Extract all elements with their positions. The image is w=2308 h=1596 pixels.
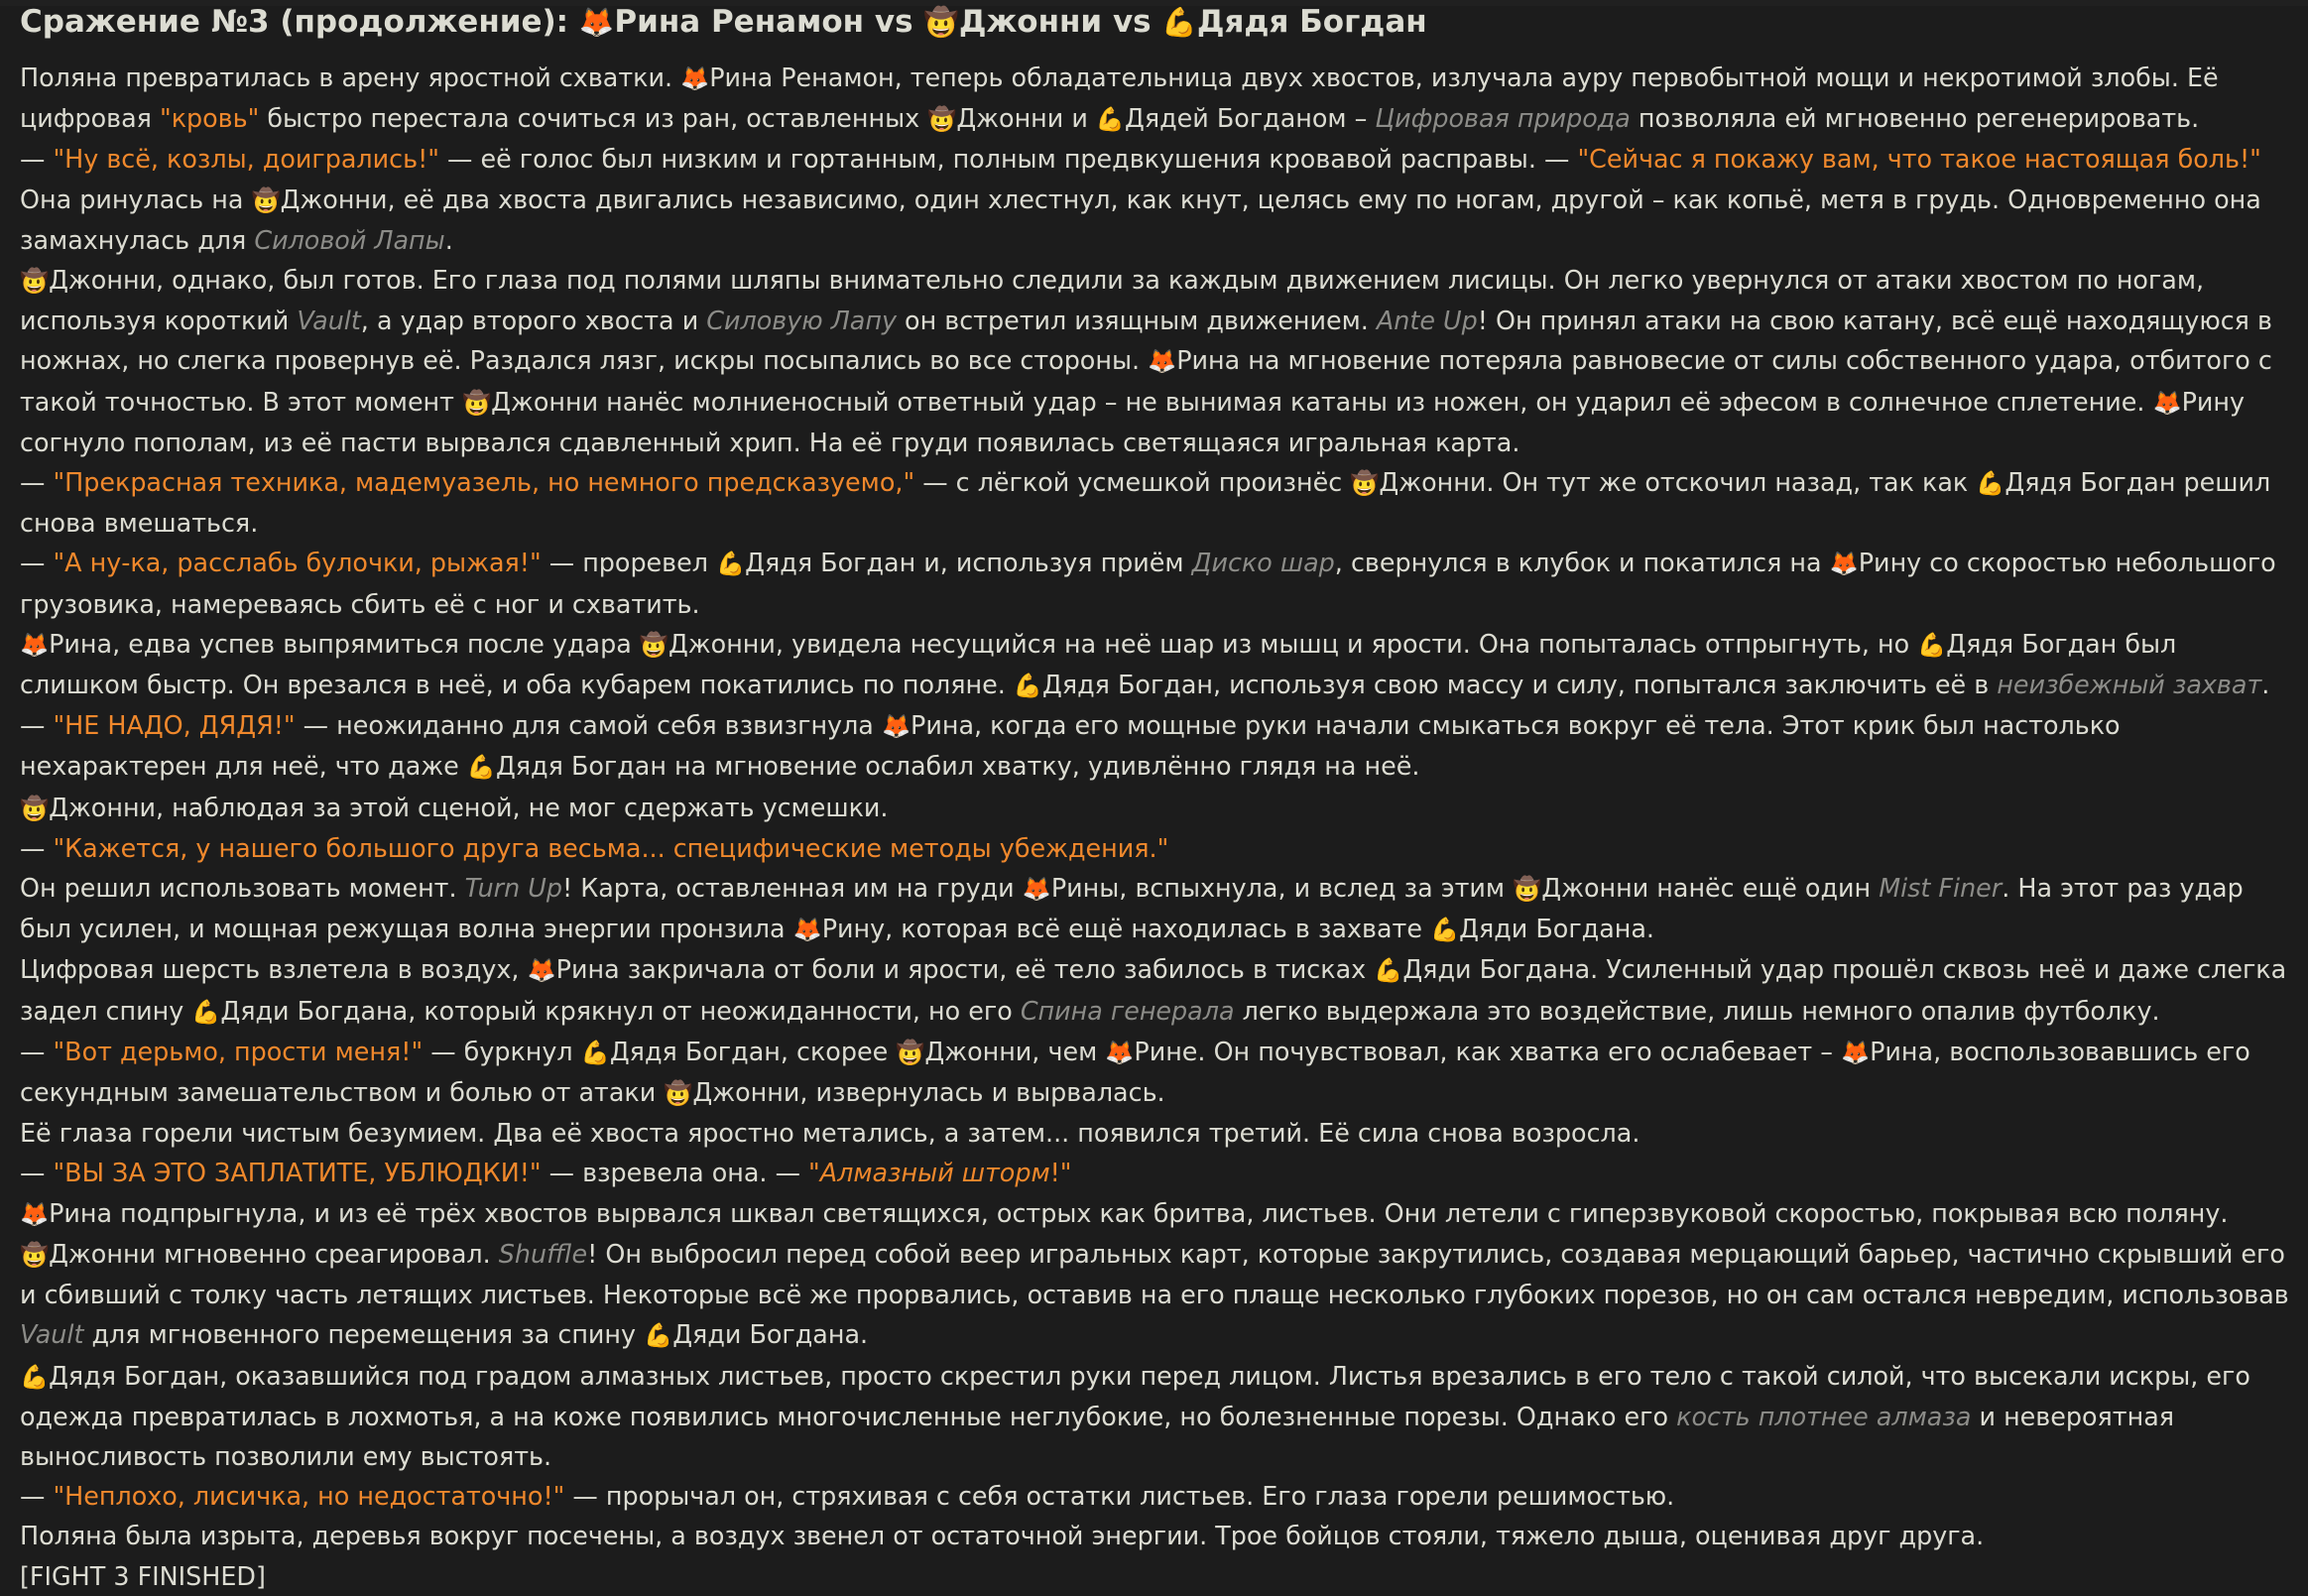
- story-paragraph: [20, 1193, 2297, 1234]
- text-run: Джонни, однако, был готов. Его глаза под полями шляпы внимательно следили за каждым движением лисицы. Он легко увернулся от атаки хвостом по ногам, используя короткий: [20, 265, 2205, 336]
- text-run: ! Он принял атаки на свою катану, всё ещё находящуюся в ножнах, но слегка провернув её. Раздался лязг, искры посыпались во все стороны.: [20, 306, 2272, 376]
- text-run: — проревел: [541, 548, 717, 578]
- dialogue-quote: "Вот дерьмо, прости меня!": [53, 1036, 424, 1066]
- text-run: Джонни, её два хвоста двигались независимо, один хлестнул, как кнут, целясь ему по ногам, другой – как копьё, метя в грудь. Одновременно она замахнулась для: [20, 184, 2261, 255]
- text-run: Её глаза горели чистым безумием. Два её хвоста яростно метались, а затем... появился третий. Её сила снова возросла.: [20, 1118, 1640, 1149]
- ability-name: кость плотнее алмаза: [1676, 1401, 1972, 1431]
- text-run: Дядя Богдан, оказавшийся под градом алмазных листьев, просто скрестил руки перед лицом. Листья врезались в его тело с такой силой, что высекали искры, его одежда превратилась в лохмотья, а на коже появились многочисленные неглубокие, но болезненные порезы. Однако его: [20, 1360, 2250, 1431]
- story-paragraph: [20, 1032, 2297, 1113]
- text-run: .: [444, 224, 453, 255]
- text-run: позволяла ей мгновенно регенерировать.: [1630, 103, 2200, 134]
- text-run: Рина, едва успев выпрямиться после удара: [49, 628, 640, 659]
- text-run: Джонни нанёс ещё один: [1541, 873, 1880, 904]
- ability-name: Vault: [20, 1319, 84, 1350]
- text-run: Джонни мгновенно среагировал.: [49, 1238, 499, 1269]
- text-run: Дяди Богдана.: [1459, 914, 1655, 944]
- text-run: Рина Ренамон vs: [614, 4, 924, 40]
- flexed-biceps-emoji-icon: 💪: [20, 1362, 50, 1391]
- text-run: Рине. Он почувствовал, как хватка его ослабевает –: [1134, 1036, 1842, 1066]
- story-paragraph: [20, 1556, 2297, 1596]
- cowboy-emoji-icon: 🤠: [20, 794, 50, 822]
- text-run: он встретил изящным движением.: [896, 306, 1377, 336]
- text-run: —: [20, 467, 54, 498]
- text-run: , свернулся в клубок и покатился на: [1334, 548, 1830, 578]
- story-paragraph: [20, 624, 2297, 705]
- flexed-biceps-emoji-icon: 💪: [1976, 469, 2005, 498]
- flexed-biceps-emoji-icon: 💪: [1095, 105, 1126, 134]
- flexed-biceps-emoji-icon: 💪: [716, 550, 746, 578]
- cowboy-emoji-icon: 🤠: [639, 630, 668, 659]
- text-run: Сражение №3 (продолжение):: [20, 4, 579, 40]
- flexed-biceps-emoji-icon: 💪: [191, 997, 221, 1026]
- story-paragraph: [20, 260, 2297, 462]
- flexed-biceps-emoji-icon: 💪: [580, 1038, 610, 1066]
- dialogue-quote: "Кажется, у нашего большого друга весьма... специфические методы убеждения.": [53, 832, 1169, 863]
- dialogue-quote: "Сейчас я покажу вам, что такое настоящая боль!": [1577, 144, 2261, 175]
- text-run: Рину согнуло пополам, из её пасти вырвался сдавленный хрип. На её груди появилась светящаяся игральная карта.: [20, 386, 2246, 457]
- text-run: Дядя Богдан, скорее: [609, 1036, 897, 1066]
- flexed-biceps-emoji-icon: 💪: [644, 1321, 673, 1350]
- fox-emoji-icon: 🦊: [527, 956, 556, 985]
- ability-name: Диско шар: [1191, 548, 1335, 578]
- story-paragraph: [20, 868, 2297, 949]
- flexed-biceps-emoji-icon: 💪: [1374, 956, 1403, 985]
- story-paragraph: [20, 788, 2297, 828]
- story-paragraph: [20, 949, 2297, 1031]
- story-paragraph: [20, 1113, 2297, 1153]
- flexed-biceps-emoji-icon: 💪: [466, 753, 496, 782]
- text-run: — взревела она. —: [541, 1158, 809, 1188]
- dialogue-quote: "ВЫ ЗА ЭТО ЗАПЛАТИТЕ, УБЛЮДКИ!": [53, 1158, 542, 1188]
- cowboy-emoji-icon: 🤠: [896, 1038, 925, 1066]
- cowboy-emoji-icon: 🤠: [927, 105, 957, 134]
- text-run: ! Он выбросил перед собой веер игральных карт, которые закрутились, создавая мерцающий барьер, частично скрывший его и сбивший с толку часть летящих листьев. Некоторые всё же прорвались, оставив на его плаще несколько глубоких порезов, но он сам остался невредим, использовав: [20, 1238, 2289, 1310]
- text-run: Джонни, извернулась и вырвалась.: [692, 1077, 1165, 1108]
- fox-emoji-icon: 🦊: [20, 630, 50, 659]
- text-run: Рина на мгновение потеряла равновесие от силы собственного удара, отбитого с такой точностью. В этот момент: [20, 345, 2272, 417]
- text-run: Джонни, наблюдая за этой сценой, не мог сдержать усмешки.: [49, 792, 889, 822]
- text-run: Дядя Богдан на мгновение ослабил хватку, удивлённо глядя на неё.: [495, 751, 1420, 782]
- story-paragraph: [20, 180, 2297, 260]
- text-run: . На этот раз удар был усилен, и мощная режущая волна энергии пронзила: [20, 873, 2244, 944]
- dialogue-quote: "А ну-ка, расслабь булочки, рыжая!": [53, 548, 542, 578]
- story-paragraph: [20, 139, 2297, 179]
- text-run: Рину со скоростью небольшого грузовика, намереваясь сбить её с ног и схватить.: [20, 548, 2276, 619]
- ability-name: Спина генерала: [1020, 995, 1235, 1026]
- text-run: Рина закричала от боли и ярости, её тело забилось в тисках: [555, 954, 1375, 985]
- cowboy-emoji-icon: 🤠: [251, 185, 281, 214]
- story-paragraph: [20, 828, 2297, 868]
- dialogue-quote: "кровь": [160, 103, 260, 134]
- fox-emoji-icon: 🦊: [1841, 1038, 1871, 1066]
- text-run: Рина подпрыгнула, и из её трёх хвостов вырвался шквал светящихся, острых как бритва, листьев. Они летели с гиперзвуковой скоростью, покрывая всю поляну.: [49, 1197, 2229, 1228]
- text-run: .: [2261, 670, 2270, 700]
- text-run: Дядя Богдан решил снова вмешаться.: [20, 467, 2271, 539]
- fox-emoji-icon: 🦊: [792, 916, 822, 944]
- text-run: Рина, воспользовавшись его секундным замешательством и болью от атаки: [20, 1036, 2250, 1108]
- text-run: Рина Ренамон, теперь обладательница двух хвостов, излучала ауру первобытной мощи и некротимой злобы. Её цифровая: [20, 62, 2219, 134]
- text-run: —: [20, 1481, 54, 1512]
- ability-name: Силовой Лапы: [254, 224, 445, 255]
- text-run: — прорычал он, стряхивая с себя остатки листьев. Его глаза горели решимостью.: [564, 1481, 1675, 1512]
- fox-emoji-icon: 🦊: [881, 712, 911, 741]
- text-run: Джонни, увидела несущийся на неё шар из мышц и ярости. Она попыталась отпрыгнуть, но: [668, 628, 1918, 659]
- text-run: Рину, которая всё ещё находилась в захвате: [821, 914, 1431, 944]
- story-paragraph: [20, 705, 2297, 787]
- ability-name: Mist Finer: [1879, 873, 2003, 904]
- cowboy-emoji-icon: 🤠: [923, 6, 959, 39]
- text-run: Рины, вспыхнула, и вслед за этим: [1050, 873, 1514, 904]
- fox-emoji-icon: 🦊: [578, 6, 615, 39]
- story-paragraph: [20, 58, 2297, 139]
- text-run: Джонни нанёс молниеносный ответный удар – не вынимая катаны из ножен, он ударил её эфесом в солнечное сплетение.: [491, 386, 2153, 417]
- text-run: Джонни, чем: [924, 1036, 1106, 1066]
- flexed-biceps-emoji-icon: 💪: [1430, 916, 1460, 944]
- dialogue-quote: "НЕ НАДО, ДЯДЯ!": [53, 710, 296, 741]
- text-run: —: [20, 832, 54, 863]
- text-run: Он решил использовать момент.: [20, 873, 465, 904]
- flexed-biceps-emoji-icon: 💪: [1161, 6, 1197, 39]
- text-run: для мгновенного перемещения за спину: [83, 1319, 645, 1350]
- fox-emoji-icon: 🦊: [2152, 388, 2182, 417]
- text-run: — неожиданно для самой себя взвизгнула: [295, 710, 882, 741]
- dialogue-quote: "Прекрасная техника, мадемуазель, но немного предсказуемо,": [53, 467, 915, 498]
- dialogue-quote: "Ну всё, козлы, доигрались!": [53, 144, 439, 175]
- text-run: ! Карта, оставленная им на груди: [561, 873, 1023, 904]
- flexed-biceps-emoji-icon: 💪: [1917, 630, 1947, 659]
- text-run: Джонни vs: [958, 4, 1162, 40]
- text-run: Рина, когда его мощные руки начали смыкаться вокруг её тела. Этот крик был настолько нехарактерен для неё, что даже: [20, 710, 2121, 782]
- dialogue-quote: ": [808, 1158, 820, 1188]
- cowboy-emoji-icon: 🤠: [20, 267, 50, 296]
- dialogue-quote: "Неплохо, лисичка, но недостаточно!": [53, 1481, 565, 1512]
- chat-message: [20, 0, 2301, 1596]
- fox-emoji-icon: 🦊: [1022, 875, 1051, 904]
- text-run: — с лёгкой усмешкой произнёс: [914, 467, 1351, 498]
- cowboy-emoji-icon: 🤠: [462, 388, 492, 417]
- ability-name: Цифровая природа: [1375, 103, 1631, 134]
- text-run: Джонни. Он тут же отскочил назад, так как: [1379, 467, 1977, 498]
- cowboy-emoji-icon: 🤠: [1513, 875, 1542, 904]
- cowboy-emoji-icon: 🤠: [664, 1079, 693, 1108]
- story-paragraph: [20, 543, 2297, 623]
- text-run: —: [20, 548, 54, 578]
- ability-name: неизбежный захват: [1997, 670, 2262, 700]
- text-run: Дяди Богдана, который крякнул от неожиданности, но его: [220, 995, 1021, 1026]
- text-run: Поляна превратилась в арену яростной схватки.: [20, 62, 681, 92]
- ability-name: Turn Up: [464, 873, 562, 904]
- story-paragraph: [20, 462, 2297, 543]
- text-run: — буркнул: [423, 1036, 581, 1066]
- fox-emoji-icon: 🦊: [1105, 1038, 1135, 1066]
- text-run: Она ринулась на: [20, 184, 252, 214]
- text-run: —: [20, 710, 54, 741]
- story-paragraph: [20, 1356, 2297, 1477]
- text-run: и невероятная выносливость позволили ему выстоять.: [20, 1401, 2175, 1471]
- story-paragraph: [20, 1153, 2297, 1192]
- dialogue-quote: !": [1049, 1158, 1072, 1188]
- text-run: —: [20, 1036, 54, 1066]
- ability-name: Ante Up: [1376, 306, 1478, 336]
- fox-emoji-icon: 🦊: [680, 64, 710, 92]
- flexed-biceps-emoji-icon: 💪: [1013, 672, 1042, 700]
- text-run: Дядя Богдан: [1196, 4, 1427, 40]
- fox-emoji-icon: 🦊: [20, 1199, 50, 1228]
- fox-emoji-icon: 🦊: [1829, 550, 1859, 578]
- text-run: быстро перестала сочиться из ран, оставленных: [259, 103, 928, 134]
- cowboy-emoji-icon: 🤠: [20, 1240, 50, 1269]
- fight-title: [20, 0, 2297, 43]
- text-run: Дядя Богдан и, используя приём: [745, 548, 1192, 578]
- text-run: —: [20, 144, 54, 175]
- story-text: [20, 58, 2297, 1596]
- text-run: Цифровая шерсть взлетела в воздух,: [20, 954, 528, 985]
- text-run: Джонни и: [956, 103, 1096, 134]
- text-run: легко выдержала это воздействие, лишь немного опалив футболку.: [1234, 995, 2160, 1026]
- text-run: , а удар второго хвоста и: [360, 306, 707, 336]
- cowboy-emoji-icon: 🤠: [1350, 469, 1380, 498]
- story-paragraph: [20, 1476, 2297, 1516]
- ability-name: Vault: [297, 306, 361, 336]
- text-run: Дядя Богдан был слишком быстр. Он врезался в неё, и оба кубарем покатились по поляне.: [20, 628, 2177, 700]
- text-run: Дядя Богдан, используя свою массу и силу, попытался заключить её в: [1042, 670, 1998, 700]
- ability-name-quoted: Алмазный шторм: [819, 1158, 1050, 1188]
- text-run: — её голос был низким и гортанным, полным предвкушения кровавой расправы. —: [438, 144, 1578, 175]
- text-run: [FIGHT 3 FINISHED]: [20, 1560, 266, 1591]
- story-paragraph: [20, 1234, 2297, 1356]
- text-run: Дяди Богдана.: [672, 1319, 869, 1350]
- story-paragraph: [20, 1516, 2297, 1555]
- ability-name: Shuffle: [498, 1238, 588, 1269]
- text-run: —: [20, 1158, 54, 1188]
- fox-emoji-icon: 🦊: [1148, 347, 1177, 376]
- text-run: Дяди Богдана. Усиленный удар прошёл сквозь неё и даже слегка задел спину: [20, 954, 2287, 1026]
- ability-name: Силовую Лапу: [706, 306, 897, 336]
- text-run: Дядей Богданом –: [1125, 103, 1376, 134]
- text-run: Поляна была изрыта, деревья вокруг посечены, а воздух звенел от остаточной энергии. Трое бойцов стояли, тяжело дыша, оценивая друг друга.: [20, 1521, 1985, 1551]
